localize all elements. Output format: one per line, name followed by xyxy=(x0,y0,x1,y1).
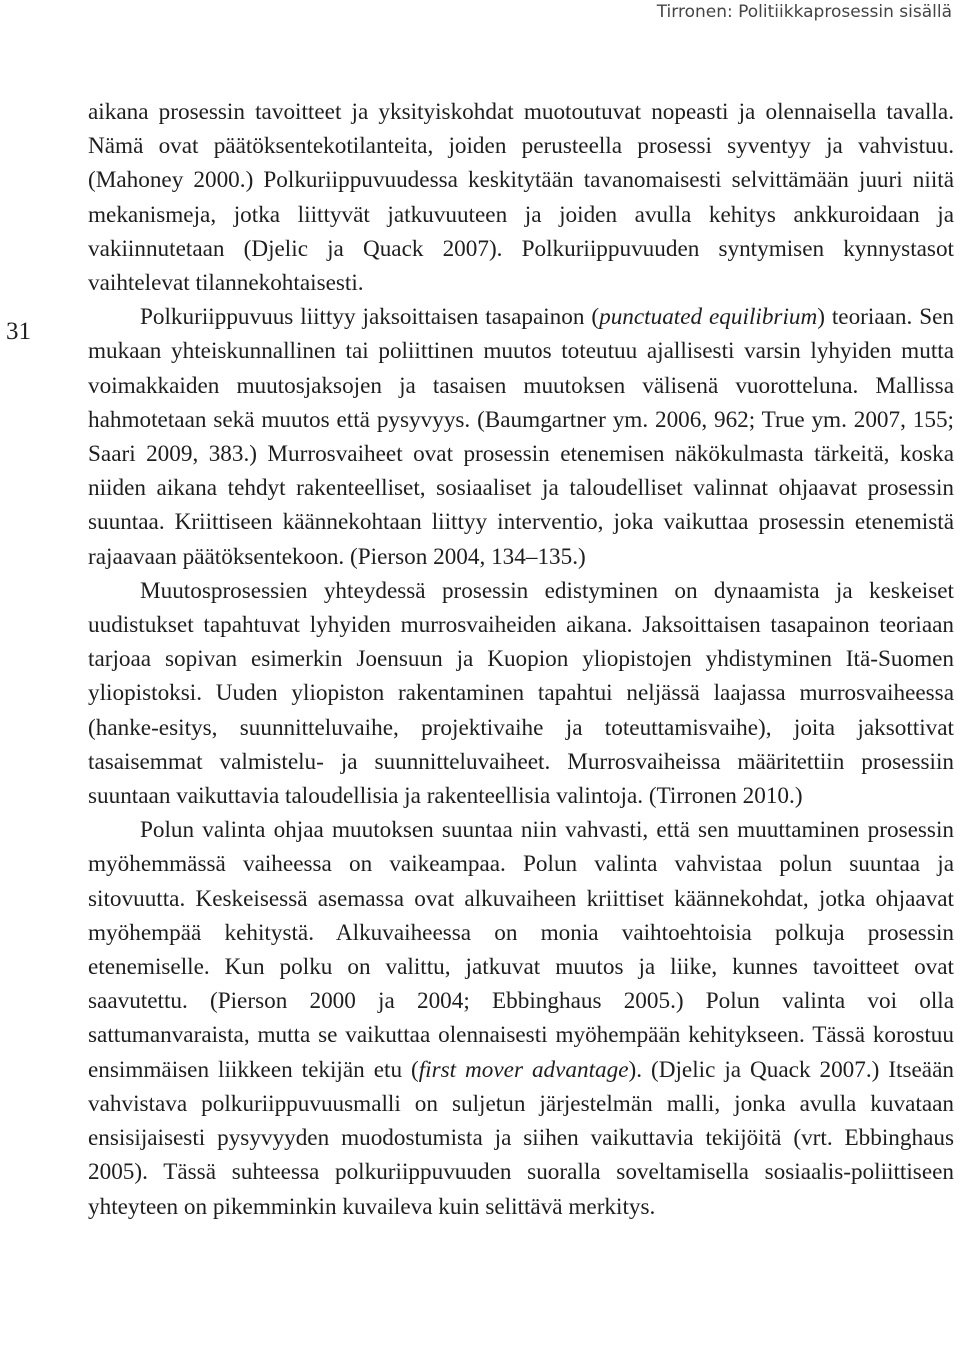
paragraph-2 xyxy=(88,300,954,574)
italic-term: punctuated equilibrium xyxy=(599,304,818,331)
body-text xyxy=(88,95,954,1224)
paragraph-text: ). (Djelic ja Quack 2007.) Itseään vahvistava polkuriippuvuusmalli on suljetun järjestelmän malli, jonka avulla kuvataan ensisijaisesti pysyvyyden muodostumista ja siihen vaikuttavia tekijöitä (vrt. Ebbinghaus 2005). Tässä suhteessa polkuriippuvuuden suoralla soveltamisella sosiaalis-poliittiseen yhteyteen on pikemminkin kuvaileva kuin selittävä merkitys. xyxy=(88,1056,954,1220)
running-header: Tirronen: Politiikkaprosessin sisällä xyxy=(656,2,952,22)
paragraph-text: ) teoriaan. Sen mukaan yhteiskunnallinen tai poliittinen muutos toteutuu ajallisesti varsin lyhyiden mutta voimakkaiden muutosjaksojen ja tasaisen muutoksen välisenä vuorotteluna. Mallissa hahmotetaan sekä muutos että pysyvyys. (Baumgartner ym. 2006, 962; True ym. 2007, 155; Saari 2009, 383.) Murrosvaiheet ovat prosessin etenemisen näkökulmasta tärkeitä, koska niiden aikana tehdyt rakenteelliset, sosiaaliset ja taloudelliset valinnat ohjaavat prosessin suuntaa. Kriittiseen käännekohtaan liittyy interventio, joka vaikuttaa prosessin etenemistä rajaavaan päätöksentekoon. (Pierson 2004, 134–135.) xyxy=(88,304,954,570)
paragraph-text: aikana prosessin tavoitteet ja yksityiskohdat muotoutuvat nopeasti ja olennaisella tavalla. Nämä ovat päätöksentekotilanteita, joiden perusteella prosessi syventyy ja vahvistuu. (Mahoney 2000.) Polkuriippuvuudessa keskitytään tavanomaisesti selvittämään juuri niitä mekanismeja, jotka liittyvät jatkuvuuteen ja joiden avulla kehitys ankkuroidaan ja vakiinnutetaan (Djelic ja Quack 2007). Polkuriippuvuuden syntymisen kynnystasot vaihtelevat tilannekohtaisesti. xyxy=(88,99,954,297)
page-number: 31 xyxy=(6,318,31,345)
paragraph-4 xyxy=(88,813,954,1223)
paragraph-text: Polkuriippuvuus liittyy jaksoittaisen tasapainon ( xyxy=(140,304,600,331)
paragraph-1 xyxy=(88,95,954,300)
italic-term: first mover advantage xyxy=(418,1056,629,1083)
paragraph-text: Muutosprosessien yhteydessä prosessin edistyminen on dynaamista ja keskeiset uudistukset tapahtuvat lyhyiden murrosvaiheiden aikana. Jaksoittaisen tasapainon teoriaan tarjoaa sopivan esimerkin Joensuun ja Kuopion yliopistojen yhdistyminen Itä-Suomen yliopistoksi. Uuden yliopiston rakentaminen tapahtui neljässä laajassa murrosvaiheessa (hanke-esitys, suunnitteluvaihe, projektivaihe ja toteuttamisvaihe), joita jaksottivat tasaisemmat valmistelu- ja suunnitteluvaiheet. Murrosvaiheissa määritettiin prosessiin suuntaan vaikuttavia taloudellisia ja rakenteellisia valintoja. (Tirronen 2010.) xyxy=(88,577,954,810)
paragraph-3 xyxy=(88,574,954,813)
paragraph-text: Polun valinta ohjaa muutoksen suuntaa niin vahvasti, että sen muuttaminen prosessin myöhemmässä vaiheessa on vaikeampaa. Polun valinta vahvistaa polun suuntaa ja sitovuutta. Keskeisessä asemassa ovat alkuvaiheen kriittiset käännekohdat, jotka ohjaavat myöhempää kehitystä. Alkuvaiheessa on monia vaihtoehtoisia polkuja prosessin etenemiselle. Kun polku on valittu, jatkuvat muutos ja liike, kunnes tavoitteet ovat saavutettu. (Pierson 2000 ja 2004; Ebbinghaus 2005.) Polun valinta voi olla sattumanvaraista, mutta se vaikuttaa olennaisesti myöhempään kehitykseen. Tässä korostuu ensimmäisen liikkeen tekijän etu ( xyxy=(88,817,954,1083)
